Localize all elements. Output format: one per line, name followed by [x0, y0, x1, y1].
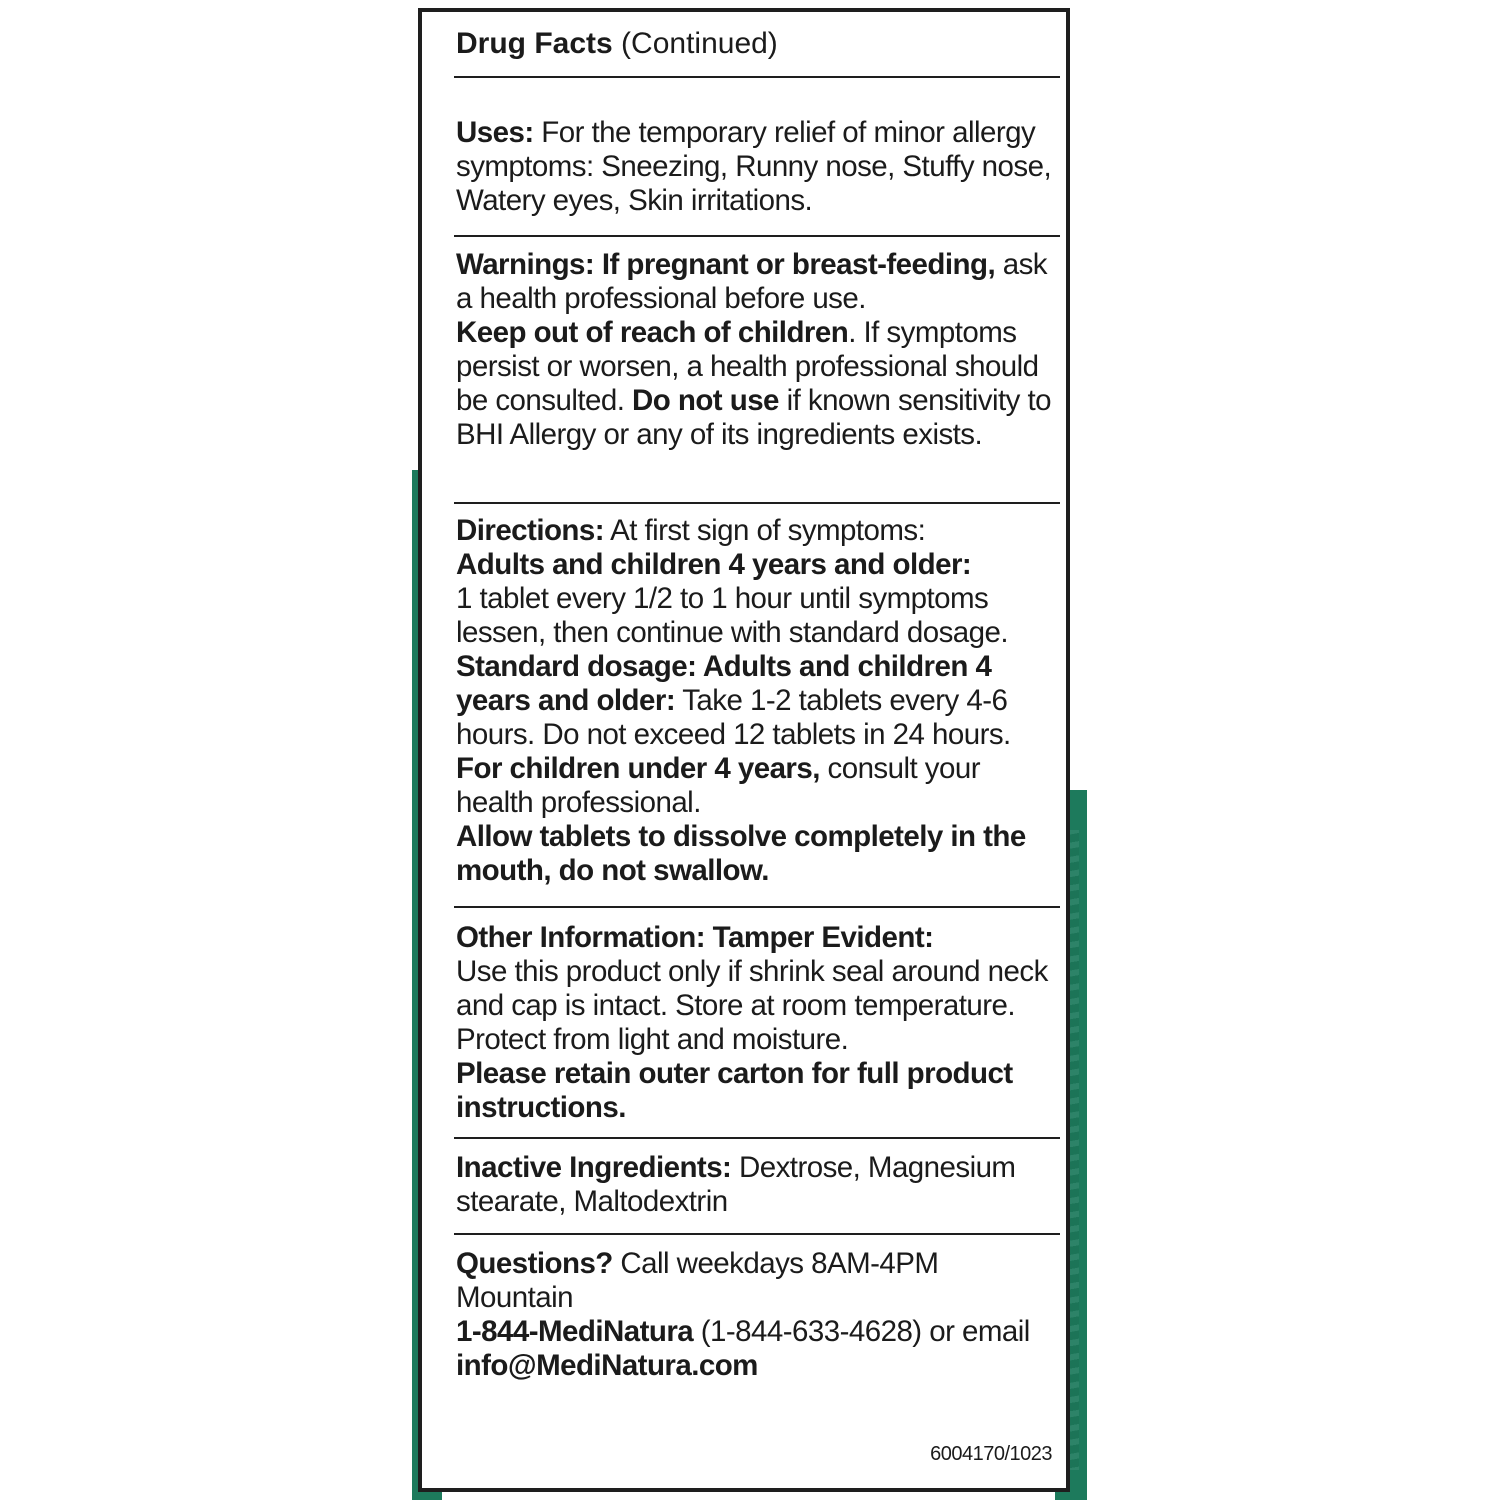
directions-adults-text: 1 tablet every 1/2 to 1 hour until symptoms lessen, then continue with standard dosage. [456, 582, 1008, 649]
directions-standard-text: Take 1-2 tablets every 4-6 hours. Do not exceed 12 tablets in 24 hours. [456, 684, 1011, 751]
other-information-retain-bold: Please retain outer carton for full product instructions. [456, 1057, 1013, 1124]
drug-facts-title: Drug Facts [456, 27, 613, 60]
questions-email-bold: info@MediNatura.com [456, 1349, 758, 1382]
warnings-pregnant-text: ask a health professional before use. [456, 248, 1048, 315]
drug-facts-continued: (Continued) [621, 27, 778, 60]
other-information-text: Use this product only if shrink seal around neck and cap is intact. Store at room temperature. Protect from light and moisture. [456, 955, 1048, 1056]
directions-standard-bold: Standard dosage: Adults and children 4 years and older: [456, 650, 992, 717]
other-information-section [454, 908, 1060, 1139]
uses-text: For the temporary relief of minor allergy symptoms: Sneezing, Runny nose, Stuffy nose, Watery eyes, Skin irritations. [456, 116, 1052, 217]
questions-phone-bold: 1-844-MediNatura [456, 1315, 694, 1348]
warnings-donot-bold: Do not use [632, 384, 779, 417]
directions-dissolve-bold: Allow tablets to dissolve completely in the mouth, do not swallow. [456, 820, 1026, 887]
lot-code: 6004170/1023 [930, 1443, 1052, 1465]
other-information-label: Other Information: Tamper Evident: [456, 921, 934, 954]
warnings-label: Warnings: [456, 248, 595, 281]
questions-label: Questions? [456, 1247, 613, 1280]
drug-facts-content [454, 12, 1060, 1383]
drug-facts-panel [418, 8, 1070, 1492]
warnings-keep-text: . If symptoms persist or worsen, a health professional should be consulted. [456, 316, 1039, 417]
questions-phone-text: (1-844-633-4628) or email [700, 1315, 1030, 1348]
directions-adults-bold: Adults and children 4 years and older: [456, 548, 972, 581]
inactive-ingredients-label: Inactive Ingredients: [456, 1151, 732, 1184]
directions-under4-bold: For children under 4 years, [456, 752, 820, 785]
questions-section [454, 1235, 1060, 1383]
inactive-ingredients-text: Dextrose, Magnesium stearate, Maltodextrin [456, 1151, 1016, 1218]
directions-intro: At first sign of symptoms: [610, 514, 926, 547]
drug-facts-header [454, 12, 1060, 78]
warnings-section [454, 237, 1060, 504]
directions-under4-text: consult your health professional. [456, 752, 980, 819]
inactive-ingredients-section [454, 1139, 1060, 1235]
warnings-keep-bold: Keep out of reach of children [456, 316, 849, 349]
directions-section [454, 504, 1060, 908]
questions-text: Call weekdays 8AM-4PM Mountain [456, 1247, 939, 1314]
uses-section [454, 78, 1060, 237]
warnings-donot-text: if known sensitivity to BHI Allergy or any of its ingredients exists. [456, 384, 1052, 451]
directions-label: Directions: [456, 514, 605, 547]
uses-label: Uses: [456, 116, 534, 149]
warnings-pregnant-bold: If pregnant or breast-feeding, [601, 248, 996, 281]
